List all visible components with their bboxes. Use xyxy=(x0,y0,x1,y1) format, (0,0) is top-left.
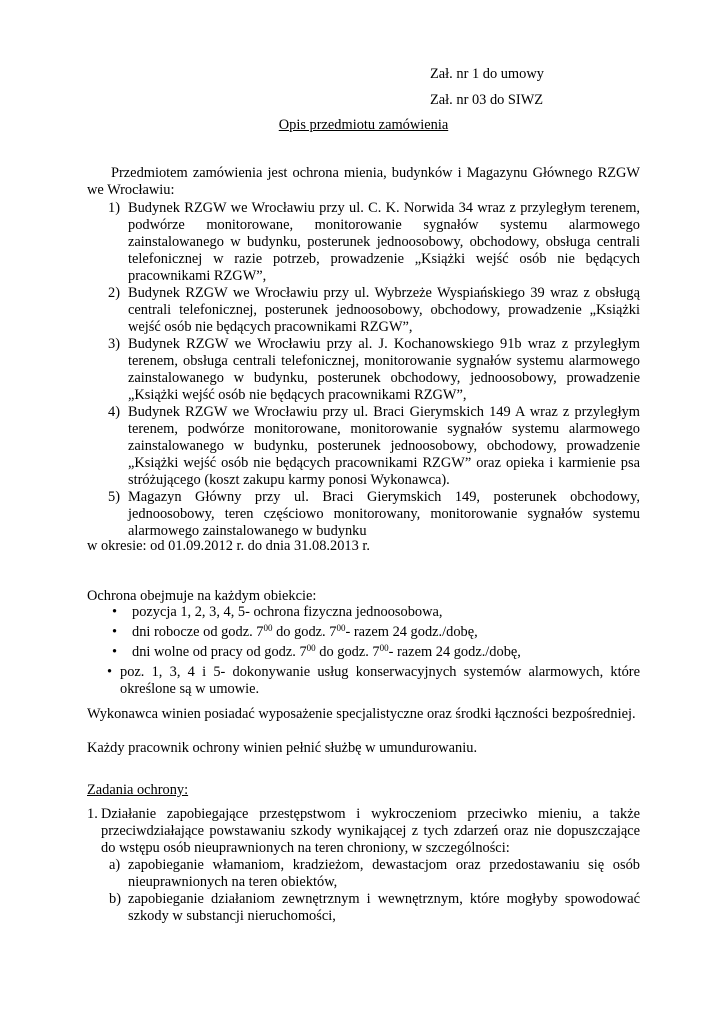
protected-objects-list xyxy=(87,200,640,540)
list-item xyxy=(87,200,640,285)
task-item xyxy=(87,806,640,925)
list-item-number: 4) xyxy=(108,404,120,420)
list-item xyxy=(87,857,640,891)
list-item xyxy=(87,336,640,404)
bullet-icon: • xyxy=(112,604,118,620)
list-item-text: Magazyn Główny przy ul. Braci Gierymskich 149, posterunek obchodowy, jednoosobowy, teren częściowo monitorowany, monitorowanie sygnałów systemu alarmowego zainstalowanego w budynku xyxy=(128,489,640,539)
uniform-paragraph: Każdy pracownik ochrony winien pełnić służbę w umundurowaniu. xyxy=(87,740,478,756)
list-item-number: 1) xyxy=(108,200,120,216)
list-item-text: dni wolne od pracy od godz. $7^{00}$ do godz. $7^{00}-$ razem 24 godz./dobę, xyxy=(132,643,521,660)
bullet-icon: • xyxy=(112,644,118,660)
task-text: Działanie zapobiegające przestępstwom i wykroczeniom przeciwko mieniu, a także przeciwdziałające powstawaniu szkody wynikającej z tych zdarzeń oraz nie dopuszczające do wstępu osób nieuprawnionych na teren chroniony, w szczególności: xyxy=(101,806,640,856)
annex-label-agreement: Zał. nr 1 do umowy xyxy=(430,66,544,82)
scope-heading: Ochrona obejmuje na każdym obiekcie: xyxy=(87,588,317,604)
list-item-number: 2) xyxy=(108,285,120,301)
list-item xyxy=(87,285,640,336)
document-title: Opis przedmiotu zamówienia xyxy=(278,117,449,133)
list-item-text: Budynek RZGW we Wrocławiu przy ul. Wybrzeże Wyspiańskiego 39 wraz z obsługą centrali telefonicznej, posterunek jednoosobowy, obchodowy, prowadzenie „Książki wejść osób nie będących pracownikami RZGW”, xyxy=(128,285,640,335)
list-item-number: 5) xyxy=(108,489,120,505)
task-sublist xyxy=(87,857,640,925)
list-item-text: zapobieganie działaniom zewnętrznym i wewnętrznym, które mogłyby spowodować szkody w substancji nieruchomości, xyxy=(128,891,640,924)
list-item-text: Budynek RZGW we Wrocławiu przy al. J. Kochanowskiego 91b wraz z przyległym terenem, obsługa centrali telefonicznej, monitorowanie sygnałów systemu alarmowego zainstalowanego w budynku, posterunek obchodowy, jednoosobowy, prowadzenie „Książki wejść osób nie będących pracownikami RZGW”, xyxy=(128,336,640,403)
intro-paragraph: Przedmiotem zamówienia jest ochrona mienia, budynków i Magazynu Głównego RZGW we Wrocławiu: xyxy=(87,165,640,198)
list-item xyxy=(87,624,640,641)
list-item-letter: a) xyxy=(109,857,121,873)
list-item xyxy=(87,644,640,661)
list-item xyxy=(87,489,640,540)
list-item-number: 3) xyxy=(108,336,120,352)
task-number: 1. xyxy=(87,806,98,822)
list-item-text: poz. 1, 3, 4 i 5- dokonywanie usług konserwacyjnych systemów alarmowych, które określone są w umowie. xyxy=(120,664,640,697)
annex-label-siwz: Zał. nr 03 do SIWZ xyxy=(430,92,544,108)
bullet-icon: • xyxy=(112,624,118,640)
list-item xyxy=(87,604,640,621)
scope-list xyxy=(87,604,640,698)
equipment-paragraph: Wykonawca winien posiadać wyposażenie specjalistyczne oraz środki łączności bezpośredniej. xyxy=(87,706,636,722)
list-item-text: pozycja 1, 2, 3, 4, 5- ochrona fizyczna jednoosobowa, xyxy=(132,604,443,620)
list-item-text: dni robocze od godz. $7^{00}$ do godz. $7^{00}-$ razem 24 godz./dobę, xyxy=(132,623,478,640)
contract-period: w okresie: od 01.09.2012 r. do dnia 31.08.2013 r. xyxy=(87,538,370,554)
bullet-icon: • xyxy=(107,664,113,680)
tasks-heading: Zadania ochrony: xyxy=(87,782,189,798)
list-item xyxy=(87,664,640,698)
list-item-text: zapobieganie włamaniom, kradzieżom, dewastacjom oraz przedostawaniu się osób nieuprawnionych na teren obiektów, xyxy=(128,857,640,890)
list-item-text: Budynek RZGW we Wrocławiu przy ul. Braci Gierymskich 149 A wraz z przyległym terenem, podwórze monitorowane, monitorowanie sygnałów systemu alarmowego zainstalowanego w budynku, posterunek jednoosobowy, obchodowy, prowadzenie „Książki wejść osób nie będących pracownikami RZGW” oraz opieka i karmienie psa stróżującego (koszt zakupu karmy ponosi Wykonawca). xyxy=(128,404,640,488)
list-item-text: Budynek RZGW we Wrocławiu przy ul. C. K. Norwida 34 wraz z przyległym terenem, podwórze monitorowane, monitorowanie sygnałów systemu alarmowego zainstalowanego w budynku, posterunek jednoosobowy, obchodowy, obsługa centrali telefonicznej w razie potrzeb, prowadzenie „Książki wejść osób nie będących pracownikami RZGW”, xyxy=(128,200,640,284)
list-item xyxy=(87,891,640,925)
list-item xyxy=(87,404,640,489)
list-item-letter: b) xyxy=(109,891,121,907)
